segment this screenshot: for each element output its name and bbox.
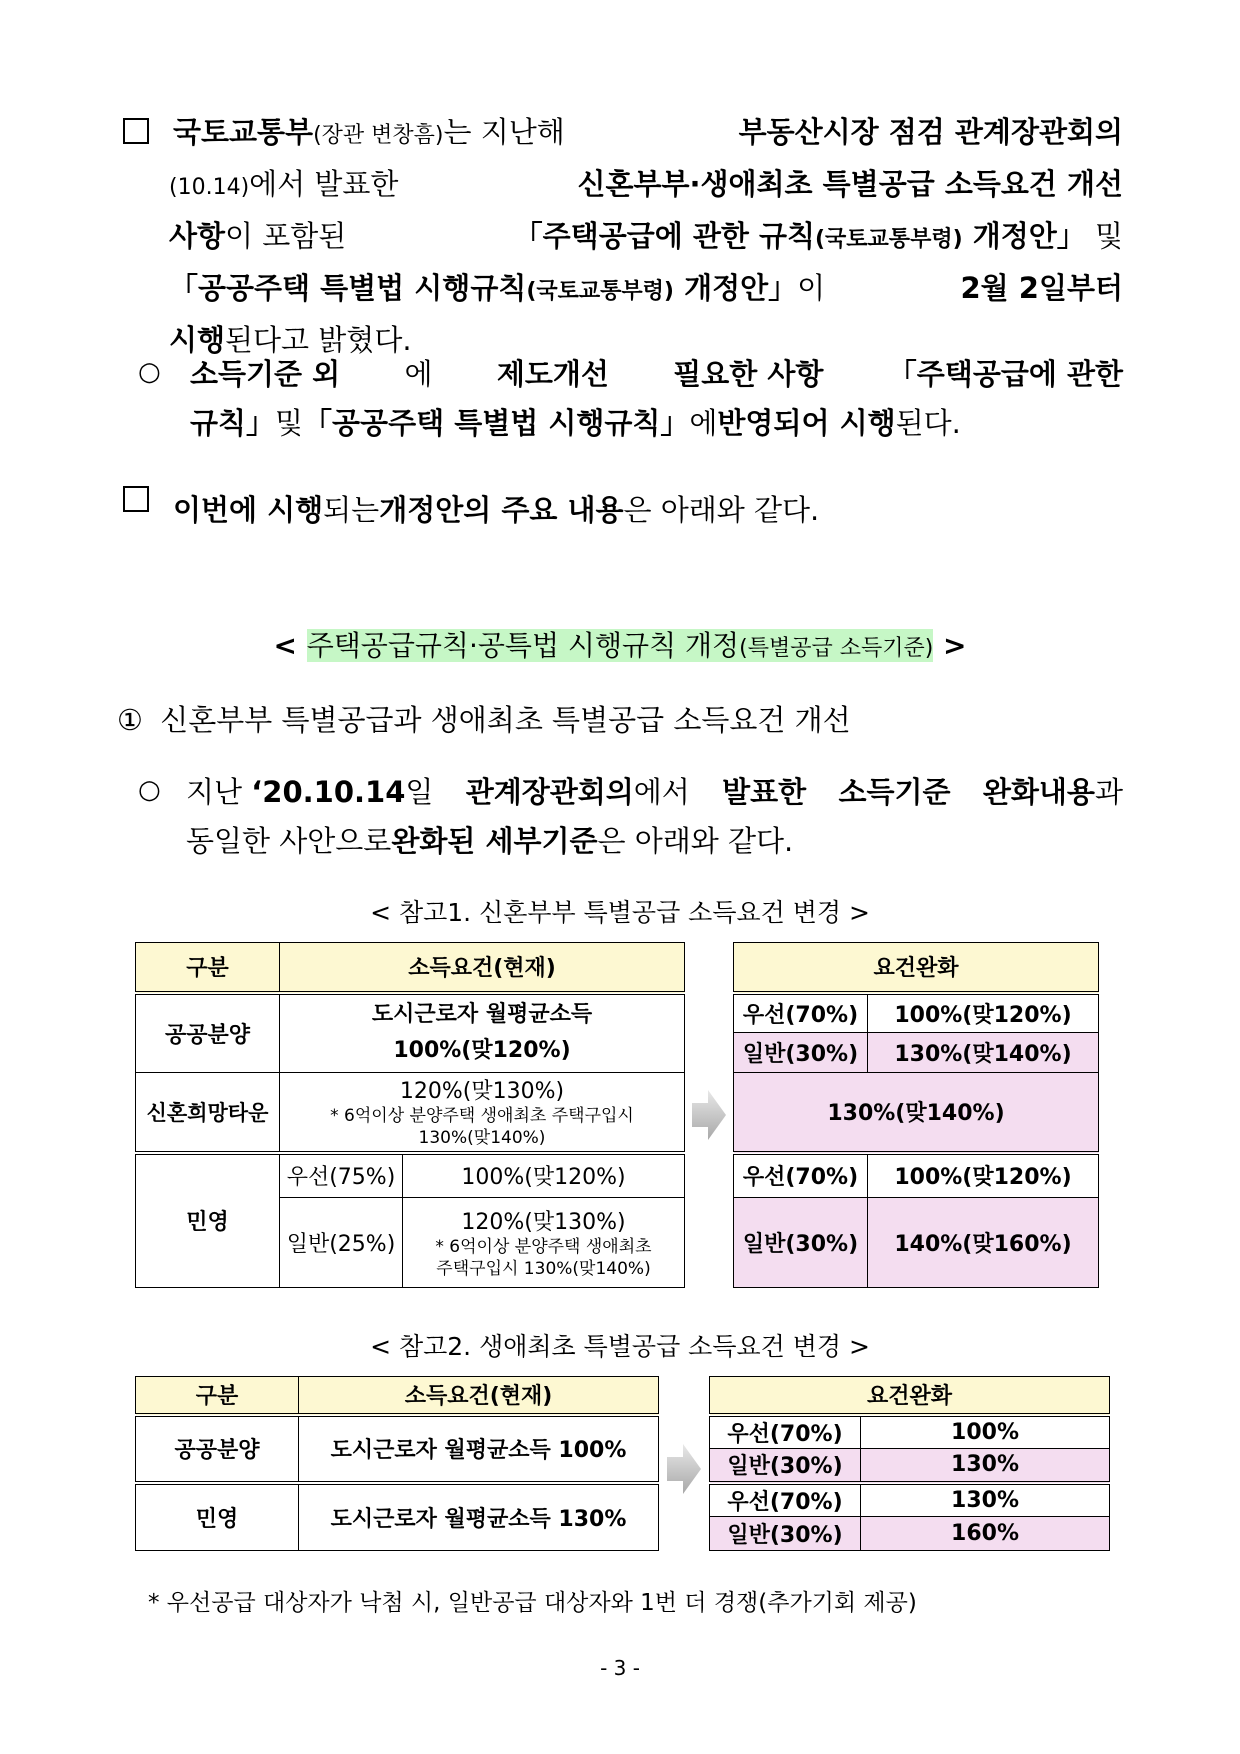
hope-town-current-value: 120%(맞130%) * 6억이상 분양주택 생애최초 주택구입시 130%(맞140%) (280, 1073, 685, 1153)
section-title: < 주택공급규칙·공특법 시행규칙 개정(특별공급 소득기준) > (273, 629, 967, 662)
ref1-current-table (135, 942, 685, 1288)
header-current-requirement: 소득요건(현재) (299, 1377, 659, 1415)
header-current-requirement: 소득요건(현재) (280, 943, 685, 993)
bullet-circle: ○ (138, 357, 161, 387)
public-current-value: 도시근로자 월평균소득 100% (299, 1415, 659, 1483)
row-label-public: 공공분양 (136, 993, 280, 1073)
relaxed-private-general-label: 일반(30%) (734, 1198, 868, 1288)
relaxed-private-general-value: 160% (861, 1517, 1110, 1551)
relaxed-private-general-label: 일반(30%) (710, 1517, 861, 1551)
header-category: 구분 (136, 1377, 299, 1415)
row-label-private: 민영 (136, 1483, 299, 1551)
relaxed-private-priority-label: 우선(70%) (734, 1153, 868, 1198)
private-priority-label: 우선(75%) (280, 1153, 403, 1198)
reference-2-title: < 참고2. 생애최초 특별공급 소득요건 변경 > (370, 1332, 870, 1361)
row-label-newlywed-hope-town: 신혼희망타운 (136, 1073, 280, 1153)
relaxed-private-priority-value: 130% (861, 1483, 1110, 1517)
ref2-current-table (135, 1376, 659, 1551)
relaxed-public-general-label: 일반(30%) (710, 1449, 861, 1483)
relaxed-public-priority-value: 100% (861, 1415, 1110, 1449)
row-label-public: 공공분양 (136, 1415, 299, 1483)
relaxed-public-general-value: 130% (861, 1449, 1110, 1483)
right-arrow-icon (692, 1090, 726, 1140)
relaxed-private-priority-label: 우선(70%) (710, 1483, 861, 1517)
relaxed-hope-town-value: 130%(맞140%) (734, 1073, 1099, 1153)
private-general-label: 일반(25%) (280, 1198, 403, 1288)
header-relaxed-requirement: 요건완화 (734, 943, 1099, 993)
public-current-value: 도시근로자 월평균소득 100%(맞120%) (280, 993, 685, 1073)
relaxed-public-priority-value: 100%(맞120%) (868, 993, 1099, 1033)
private-priority-value: 100%(맞120%) (403, 1153, 685, 1198)
header-category: 구분 (136, 943, 280, 993)
ref2-relaxed-table (709, 1376, 1110, 1551)
right-arrow-icon (667, 1444, 701, 1494)
footnote: * 우선공급 대상자가 낙첨 시, 일반공급 대상자와 1번 더 경쟁(추가기회 제공) (148, 1590, 917, 1616)
reference-1-title: < 참고1. 신혼부부 특별공급 소득요건 변경 > (370, 898, 870, 927)
row-label-private: 민영 (136, 1153, 280, 1288)
paragraph-detailed-criteria: 지난 ‘20.10.14일 관계장관회의에서 발표한 소득기준 완화내용과 동일한 사안으로 완화된 세부기준 은 아래와 같다. (186, 775, 1123, 858)
relaxed-private-priority-value: 100%(맞120%) (868, 1153, 1099, 1198)
relaxed-public-general-value: 130%(맞140%) (868, 1033, 1099, 1073)
checkbox-square-icon (123, 118, 149, 144)
relaxed-public-general-label: 일반(30%) (734, 1033, 868, 1073)
page-number: - 3 - (600, 1656, 640, 1680)
relaxed-public-priority-label: 우선(70%) (710, 1415, 861, 1449)
bullet-circle: ○ (138, 775, 161, 805)
paragraph-main-contents: 이번에 시행 되는 개정안의 주요 내용 은 아래와 같다. (123, 486, 1123, 535)
private-current-value: 도시근로자 월평균소득 130% (299, 1483, 659, 1551)
relaxed-public-priority-label: 우선(70%) (734, 993, 868, 1033)
paragraph-ministry-announcement: 국토교통부(장관 변창흠)는 지난해 부동산시장 점검 관계장관회의 (10.14)에서 발표한 신혼부부·생애최초 특별공급 소득요건 개선 사항이 포함된 「주택공급에 관한 규칙(국토교통부령) 개정안」 및 「공공주택 특별법 시행규칙(국토교통부령) 개정안」이 2월 2일부터 시행 된다고 밝혔다. (123, 108, 1123, 365)
item-1-heading: ① 신혼부부 특별공급과 생애최초 특별공급 소득요건 개선 (117, 703, 851, 737)
ref1-relaxed-table (733, 942, 1099, 1288)
paragraph-other-improvements: 소득기준 외 에 제도개선 필요한 사항 「주택공급에 관한 규칙」 및 「공공주택 특별법 시행규칙」 에 반영되어 시행 된다. (190, 357, 1123, 440)
header-relaxed-requirement: 요건완화 (710, 1377, 1110, 1415)
checkbox-square-icon (123, 486, 149, 512)
private-general-value: 120%(맞130%) * 6억이상 분양주택 생애최초 주택구입시 130%(맞140%) (403, 1198, 685, 1288)
relaxed-private-general-value: 140%(맞160%) (868, 1198, 1099, 1288)
